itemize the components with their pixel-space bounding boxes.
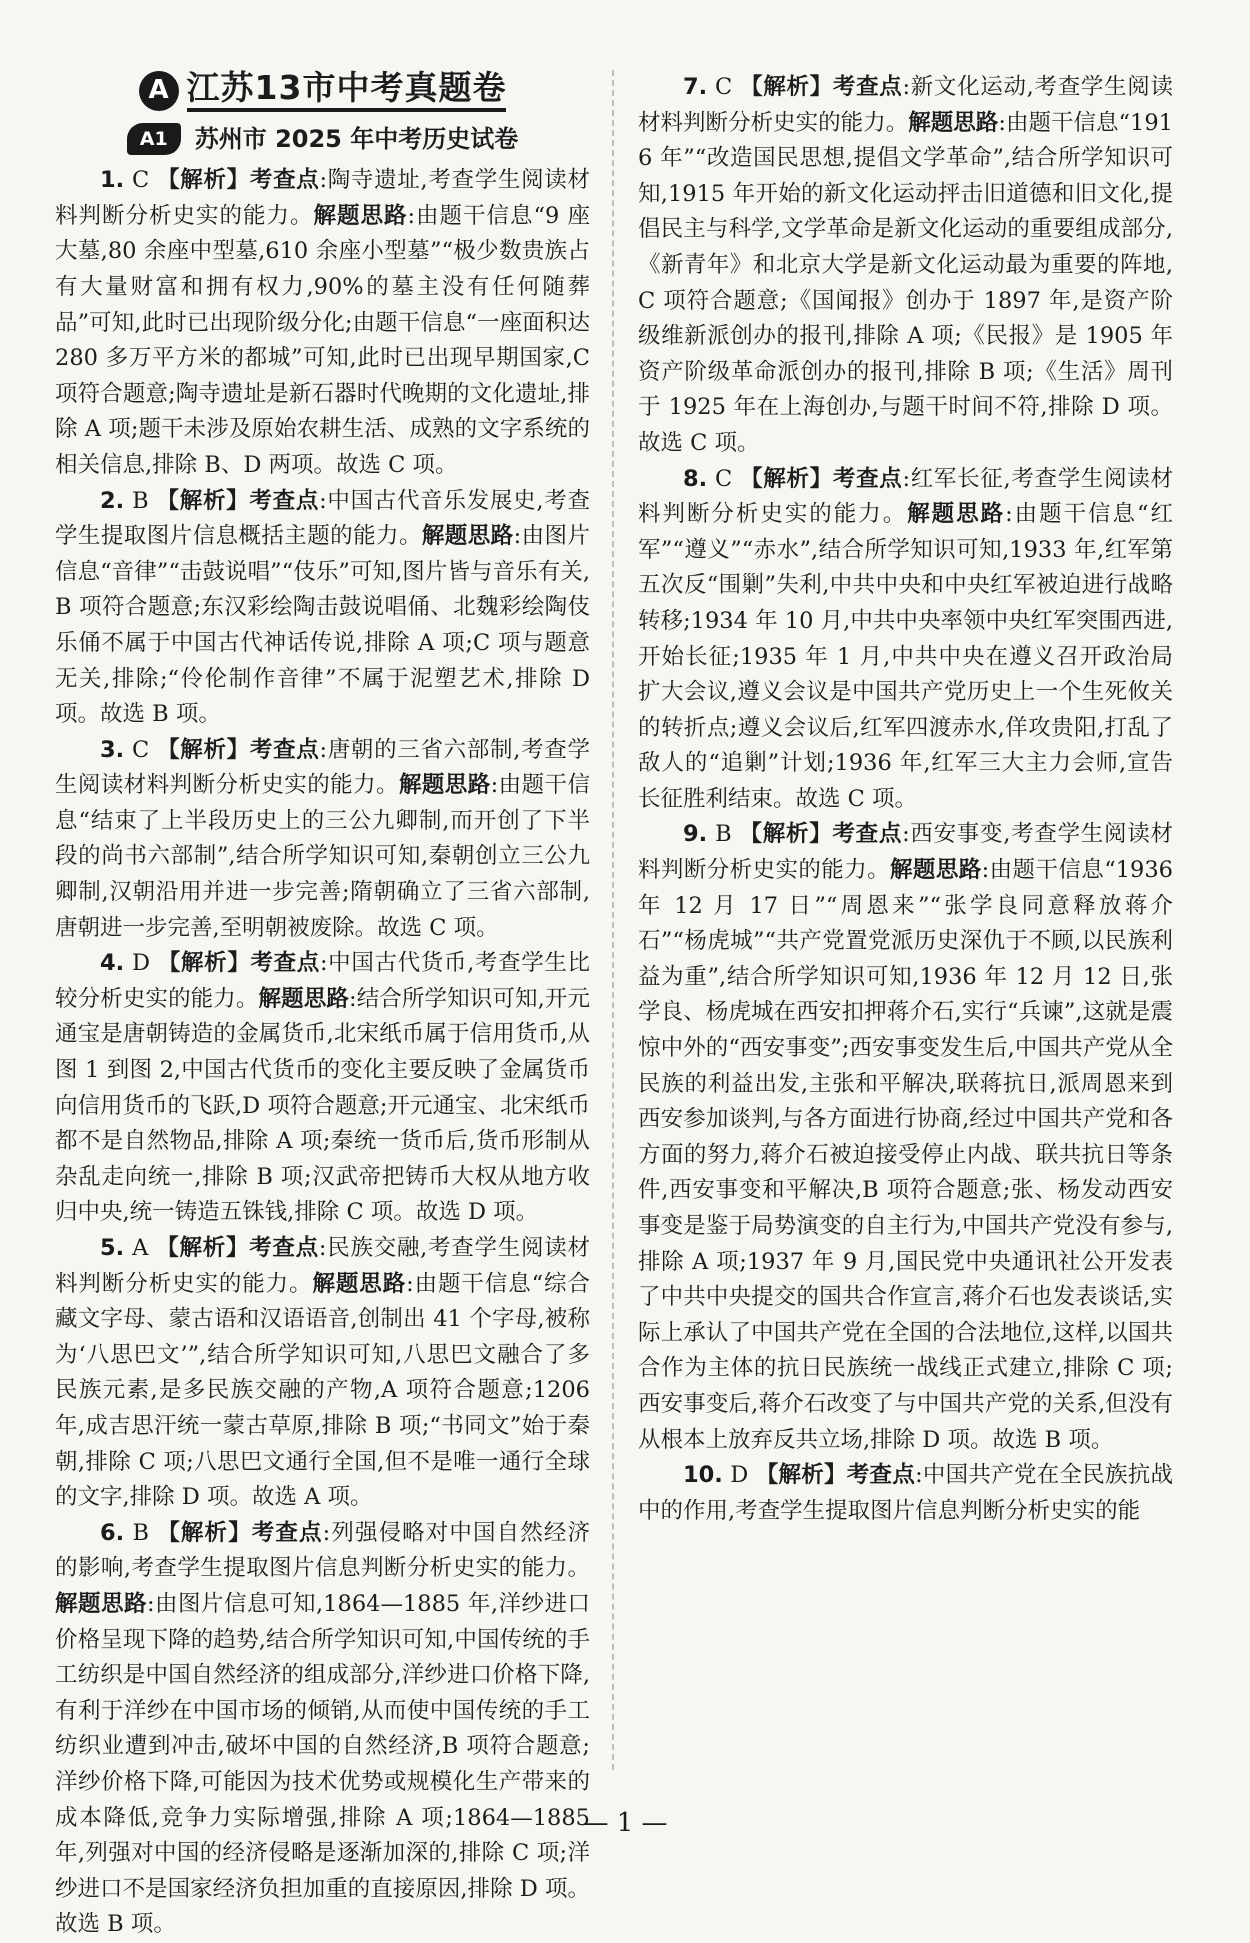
answer-4: 4. D 【解析】考查点:中国古代货币,考查学生比较分析史实的能力。解题思路:结合所学知识可知,开元通宝是唐朝铸造的金属货币,北宋纸币属于信用货币,从图 1 到图 2,中国古代货币的变化主要反映了金属货币向信用货币的飞跃,D 项符合题意;开元通宝、北宋纸币都不是自然物品,排除 A 项;秦统一货币后,货币形制从杂乱走向统一,排除 B 项;汉武帝把铸币大权从地方收归中央,统一铸造五铢钱,排除 C 项。故选 D 项。 bbox=[55, 950, 590, 1226]
section-header bbox=[55, 70, 590, 112]
answer-3: 3. C 【解析】考查点:唐朝的三省六部制,考查学生阅读材料判断分析史实的能力。解题思路:由题干信息“结束了上半段历史上的三公九卿制,而开创了下半段的尚书六部制”,结合所学知识可知,秦朝创立三公九卿制,汉朝沿用并进一步完善;隋朝确立了三省六部制,唐朝进一步完善,至明朝被废除。故选 C 项。 bbox=[55, 736, 590, 941]
paper-title: 苏州市 2025 年中考历史试卷 bbox=[194, 124, 519, 153]
paper-header bbox=[55, 122, 590, 158]
answer-6: 6. B 【解析】考查点:列强侵略对中国自然经济的影响,考查学生提取图片信息判断分析史实的能力。解题思路:由图片信息可知,1864—1885 年,洋纱进口价格呈现下降的趋势,结合所学知识可知,中国传统的手工纺织是中国自然经济的组成部分,洋纱进口价格下降,有利于洋纱在中国市场的倾销,从而使中国传统的手工纺织业遭到冲击,破坏中国的自然经济,B 项符合题意;洋纱价格下降,可能因为技术优势或规模化生产带来的成本降低,竞争力实际增强,排除 A 项;1864—1885 年,列强对中国的经济侵略是逐渐加深的,排除 C 项;洋纱进口不是国家经济负担加重的直接原因,排除 D 项。故选 B 项。 bbox=[55, 1519, 590, 1938]
answer-1: 1. C 【解析】考查点:陶寺遗址,考查学生阅读材料判断分析史实的能力。解题思路:由题干信息“9 座大墓,80 余座中型墓,610 余座小型墓”“极少数贵族占有大量财富和拥有权力,90%的墓主没有任何随葬品”可知,此时已出现阶级分化;由题干信息“一座面积达 280 多万平方米的都城”可知,此时已出现早期国家,C 项符合题意;陶寺遗址是新石器时代晚期的文化遗址,排除 A 项;题干未涉及原始农耕生活、成熟的文字系统的相关信息,排除 B、D 两项。故选 C 项。 bbox=[55, 167, 590, 478]
answer-2: 2. B 【解析】考查点:中国古代音乐发展史,考查学生提取图片信息概括主题的能力。解题思路:由图片信息“音律”“击鼓说唱”“伎乐”可知,图片皆与音乐有关,B 项符合题意;东汉彩绘陶击鼓说唱俑、北魏彩绘陶伎乐俑不属于中国古代神话传说,排除 A 项;C 项与题意无关,排除;“伶伦制作音律”不属于泥塑艺术,排除 D 项。故选 B 项。 bbox=[55, 487, 590, 728]
page-number: — 1 — bbox=[582, 1808, 668, 1838]
column-divider bbox=[612, 70, 614, 1770]
section-badge: A bbox=[139, 71, 179, 111]
answer-5: 5. A 【解析】考查点:民族交融,考查学生阅读材料判断分析史实的能力。解题思路:由题干信息“综合藏文字母、蒙古语和汉语语音,创制出 41 个字母,被称为‘八思巴文’”,结合所学知识可知,八思巴文融合了多民族元素,是多民族交融的产物,A 项符合题意;1206 年,成吉思汗统一蒙古草原,排除 B 项;“书同文”始于秦朝,排除 C 项;八思巴文通行全国,但不是唯一通行全球的文字,排除 D 项。故选 A 项。 bbox=[55, 1235, 590, 1511]
left-column bbox=[55, 70, 590, 1943]
right-column bbox=[638, 70, 1173, 1529]
answer-10: 10. D 【解析】考查点:中国共产党在全民族抗战中的作用,考查学生提取图片信息判断分析史实的能 bbox=[638, 1462, 1173, 1524]
answer-7: 7. C 【解析】考查点:新文化运动,考查学生阅读材料判断分析史实的能力。解题思路:由题干信息“1916 年”“改造国民思想,提倡文学革命”,结合所学知识可知,1915 年开始的新文化运动抨击旧道德和旧文化,提倡民主与科学,文学革命是新文化运动的重要组成部分,《新青年》和北京大学是新文化运动最为重要的阵地,C 项符合题意;《国闻报》创办于 1897 年,是资产阶级维新派创办的报刊,排除 A 项;《民报》是 1905 年资产阶级革命派创办的报刊,排除 B 项;《生活》周刊于 1925 年在上海创办,与题干时间不符,排除 D 项。故选 C 项。 bbox=[638, 74, 1173, 456]
paper-badge: A1 bbox=[127, 123, 181, 155]
answer-8: 8. C 【解析】考查点:红军长征,考查学生阅读材料判断分析史实的能力。解题思路:由题干信息“红军”“遵义”“赤水”,结合所学知识可知,1933 年,红军第五次反“围剿”失利,中共中央和中央红军被迫进行战略转移;1934 年 10 月,中共中央率领中央红军突围西进,开始长征;1935 年 1 月,中共中央在遵义召开政治局扩大会议,遵义会议是中国共产党历史上一个生死攸关的转折点;遵义会议后,红军四渡赤水,佯攻贵阳,打乱了敌人的“追剿”计划;1936 年,红军三大主力会师,宣告长征胜利结束。故选 C 项。 bbox=[638, 465, 1173, 812]
section-title: 江苏13市中考真题卷 bbox=[187, 70, 507, 112]
answer-9: 9. B 【解析】考查点:西安事变,考查学生阅读材料判断分析史实的能力。解题思路:由题干信息“1936 年 12 月 17 日”“周恩来”“张学良同意释放蒋介石”“杨虎城”“共产党置党派历史深仇于不顾,以民族利益为重”,结合所学知识可知,1936 年 12 月 12 日,张学良、杨虎城在西安扣押蒋介石,实行“兵谏”,这就是震惊中外的“西安事变”;西安事变发生后,中国共产党从全民族的利益出发,主张和平解决,联蒋抗日,派周恩来到西安参加谈判,与各方面进行协商,经过中国共产党和各方面的努力,蒋介石被迫接受停止内战、联共抗日等条件,西安事变和平解决,B 项符合题意;张、杨发动西安事变是鉴于局势演变的自主行为,中国共产党没有参与,排除 A 项;1937 年 9 月,国民党中央通讯社公开发表了中共中央提交的国共合作宣言,蒋介石也发表谈话,实际上承认了中国共产党在全国的合法地位,这样,以国共合作为主体的抗日民族统一战线正式建立,排除 C 项;西安事变后,蒋介石改变了与中国共产党的关系,但没有从根本上放弃反共立场,排除 D 项。故选 B 项。 bbox=[638, 821, 1173, 1453]
